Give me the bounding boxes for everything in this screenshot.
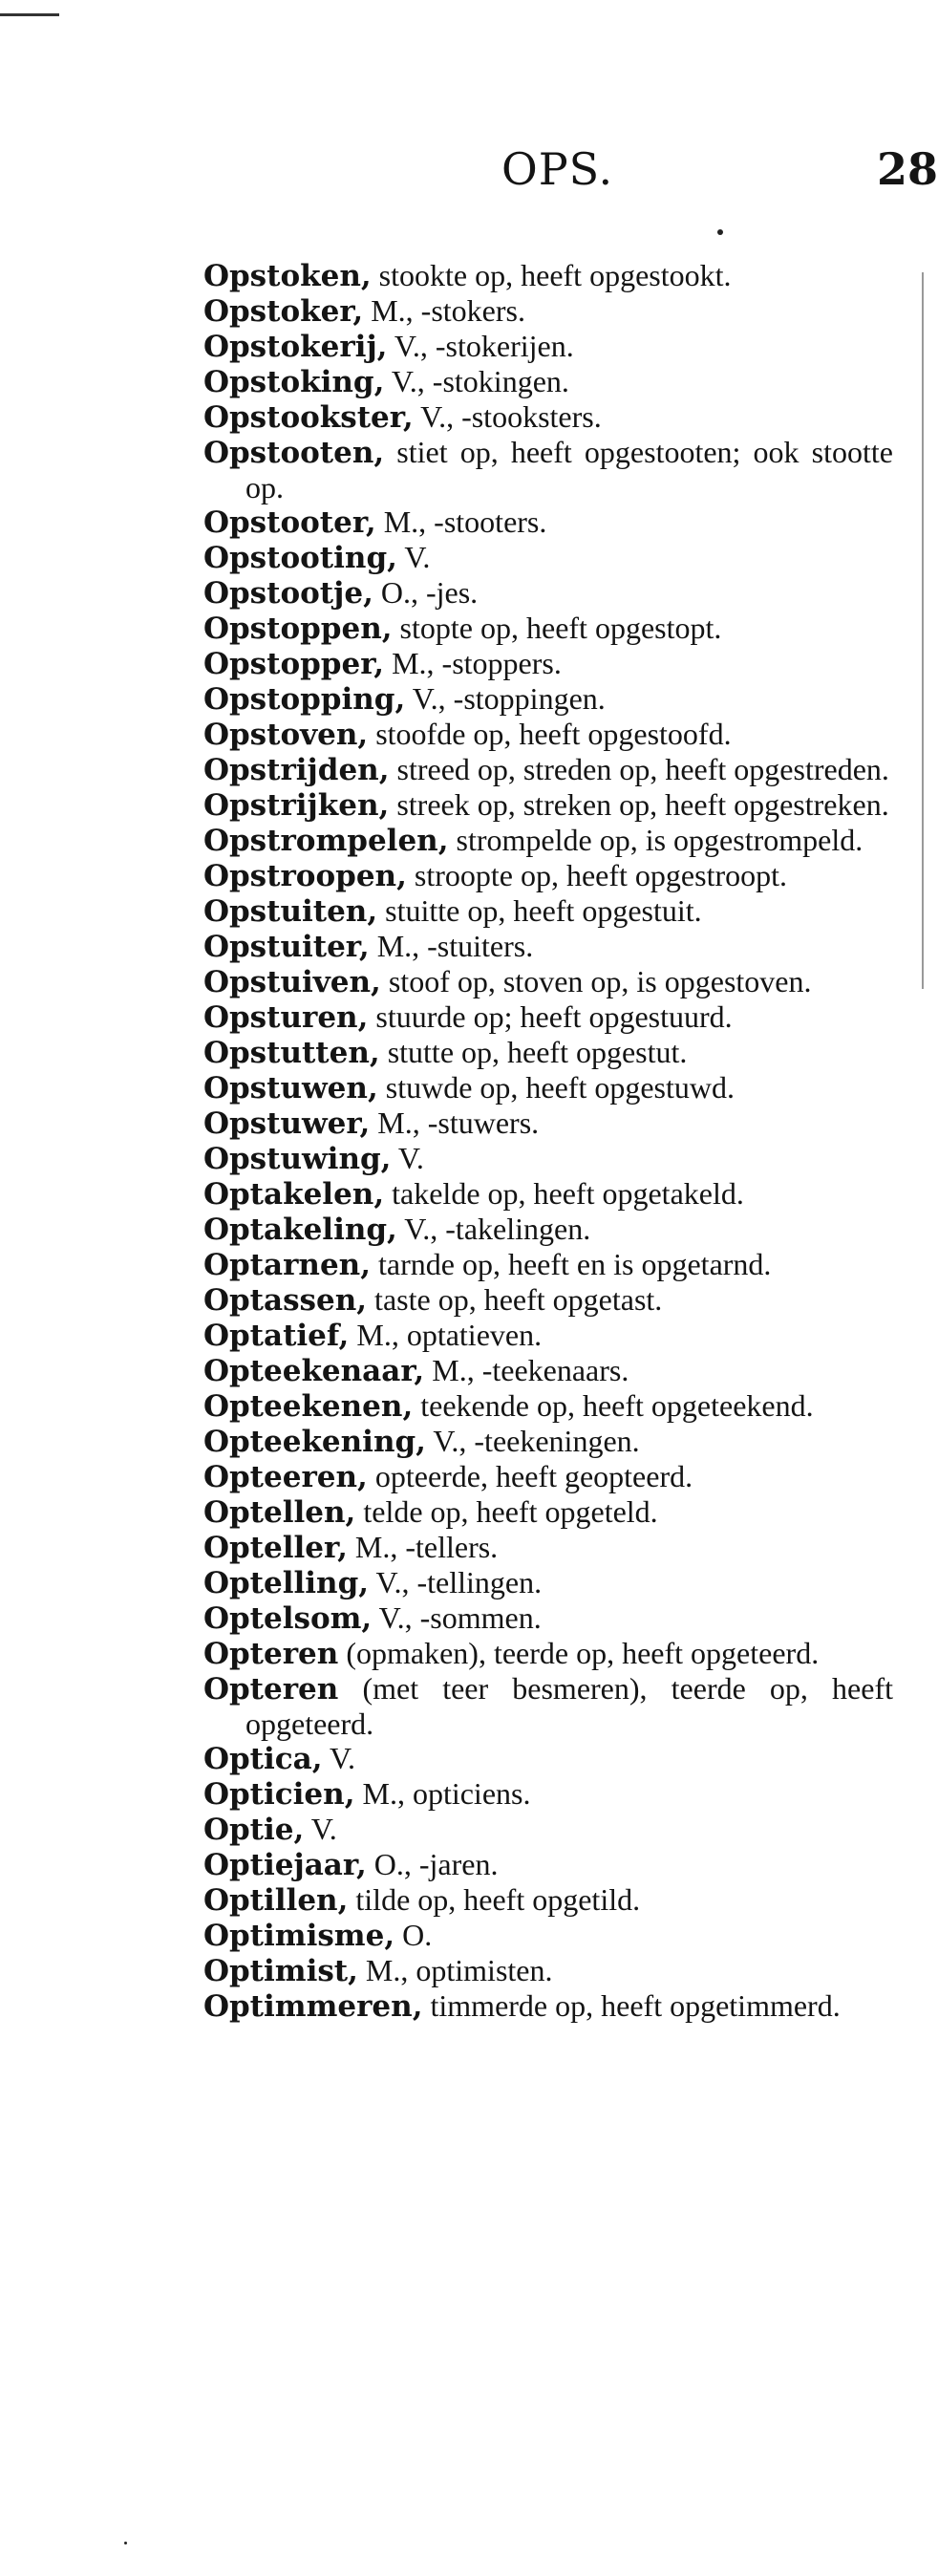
dictionary-entry (203, 611, 893, 646)
entry-definition: M., -stuwers. (370, 1106, 540, 1140)
entry-definition: timmerde op, heeft opgetimmerd. (422, 1988, 841, 2023)
entry-definition: M., -stokers. (363, 293, 525, 328)
dictionary-entry (203, 1812, 893, 1847)
dictionary-entry (203, 1070, 893, 1106)
dictionary-entry (203, 823, 893, 858)
entry-definition: (met teer besmeren), teerde op, heeft opgeteerd. (245, 1671, 893, 1741)
entry-headword: Optimmeren, (203, 1989, 423, 2024)
dictionary-entry (203, 293, 893, 329)
entry-definition: stuitte op, heeft opgestuit. (377, 893, 702, 928)
entry-definition: M., -stuiters. (369, 929, 534, 963)
dictionary-entry (203, 399, 893, 435)
dictionary-entry (203, 1106, 893, 1141)
running-head: OPS. (501, 143, 614, 195)
entry-headword: Optica, (203, 1742, 323, 1776)
entry-definition: M., -stooters. (375, 504, 547, 539)
dictionary-entry (203, 646, 893, 681)
dictionary-entry (203, 752, 893, 787)
entry-definition: V. (396, 540, 431, 574)
dictionary-entry (203, 717, 893, 752)
dictionary-entry (203, 929, 893, 964)
entry-headword: Opstrompelen, (203, 824, 449, 858)
entry-definition: V. (304, 1812, 337, 1846)
entry-definition: V. (391, 1141, 424, 1175)
dictionary-entry (203, 1494, 893, 1530)
dictionary-entry (203, 1353, 893, 1388)
entry-headword: Opstoken, (203, 259, 372, 293)
dictionary-entry (203, 1318, 893, 1353)
entry-definition: stuwde op, heeft opgestuwd. (377, 1070, 735, 1105)
dictionary-entry (203, 1636, 893, 1671)
entry-headword: Optakelen, (203, 1177, 385, 1212)
dictionary-entry (203, 1212, 893, 1247)
entry-headword: Opstooten, (203, 436, 385, 470)
entry-definition: V., -tellingen. (369, 1565, 543, 1599)
dictionary-entry (203, 1035, 893, 1070)
entry-headword: Optie, (203, 1813, 305, 1847)
entry-definition: streek op, streken op, heeft opgestreken. (389, 787, 889, 822)
entry-headword: Opstootje, (203, 576, 373, 611)
dictionary-entry (203, 1176, 893, 1212)
entry-definition: V., -stoppingen. (405, 681, 606, 716)
dictionary-entry (203, 575, 893, 611)
entry-headword: Opteren (203, 1672, 339, 1707)
entry-headword: Opstrijden, (203, 753, 390, 787)
dictionary-entry (203, 1882, 893, 1918)
entry-definition: opteerde, heeft geopteerd. (367, 1459, 693, 1493)
page-number: 28 (877, 143, 938, 195)
entry-definition: M., -stoppers. (384, 646, 562, 680)
entry-definition: stoofde op, heeft opgestoofd. (368, 717, 732, 751)
entry-definition: stopte op, heeft opgestopt. (392, 611, 722, 645)
entry-definition: V. (322, 1741, 355, 1775)
ink-speck (124, 2542, 127, 2544)
dictionary-entry (203, 504, 893, 540)
page-header (0, 143, 938, 201)
dictionary-entry (203, 1847, 893, 1882)
entry-headword: Optimisme, (203, 1919, 395, 1953)
dictionary-entry (203, 1741, 893, 1776)
entry-headword: Optassen, (203, 1283, 368, 1318)
entry-headword: Opteekening, (203, 1425, 426, 1459)
entry-headword: Opstoker, (203, 294, 364, 329)
entry-definition: takelde op, heeft opgetakeld. (384, 1176, 744, 1211)
entry-headword: Optiejaar, (203, 1848, 367, 1882)
dictionary-entry (203, 1388, 893, 1424)
entry-headword: Opstooting, (203, 541, 397, 575)
entry-headword: Opstuiter, (203, 930, 370, 964)
entry-headword: Opstooter, (203, 505, 376, 540)
dictionary-entry (203, 364, 893, 399)
entry-definition: stoof op, stoven op, is opgestoven. (380, 964, 812, 998)
entry-headword: Opstoven, (203, 718, 369, 752)
entry-headword: Opteller, (203, 1531, 348, 1565)
dictionary-entry (203, 1141, 893, 1176)
page-edge-mark (0, 13, 59, 16)
entry-definition: V., -sommen. (372, 1600, 542, 1635)
entry-headword: Opstuwen, (203, 1071, 378, 1106)
entry-definition: M., opticiens. (354, 1776, 531, 1811)
entry-headword: Opstuiten, (203, 894, 378, 929)
ink-speck (717, 229, 723, 235)
entry-headword: Opteeren, (203, 1460, 368, 1494)
entry-definition: tarnde op, heeft en is opgetarnd. (371, 1247, 772, 1281)
entry-definition: V., -teekeningen. (425, 1424, 640, 1458)
dictionary-entry (203, 1565, 893, 1600)
entry-headword: Opstutten, (203, 1036, 380, 1070)
entry-headword: Optarnen, (203, 1248, 372, 1282)
entry-definition: M., -teekenaars. (424, 1353, 629, 1387)
entry-headword: Opstoppen, (203, 612, 393, 646)
entry-definition: telde op, heeft opgeteld. (355, 1494, 658, 1529)
entry-definition: O., -jaren. (366, 1847, 499, 1881)
entry-definition: (opmaken), teerde op, heeft opgeteerd. (338, 1636, 820, 1670)
entry-headword: Optellen, (203, 1495, 356, 1530)
entry-headword: Opstopping, (203, 682, 406, 717)
dictionary-entry (203, 540, 893, 575)
entry-headword: Optatief, (203, 1319, 350, 1353)
entry-definition: stiet op, heeft opgestooten; ook stootte op. (245, 435, 893, 504)
dictionary-entry (203, 893, 893, 929)
entry-headword: Optimist, (203, 1954, 358, 1988)
entry-definition: tilde op, heeft opgetild. (348, 1882, 641, 1917)
dictionary-entry (203, 1247, 893, 1282)
entry-headword: Optakeling, (203, 1213, 397, 1247)
dictionary-entry (203, 1282, 893, 1318)
entry-headword: Optelling, (203, 1566, 370, 1600)
entry-definition: V., -stooksters. (413, 399, 602, 434)
entry-definition: O., -jes. (373, 575, 479, 610)
entry-definition: stroopte op, heeft opgestroopt. (406, 858, 788, 892)
entry-definition: V., -takelingen. (396, 1212, 591, 1246)
dictionary-entry (203, 1424, 893, 1459)
entry-headword: Opteekenen, (203, 1389, 414, 1424)
entry-definition: streed op, streden op, heeft opgestreden. (389, 752, 889, 786)
entry-headword: Opstoking, (203, 365, 385, 399)
entry-definition: M., optimisten. (357, 1953, 553, 1987)
entry-definition: O. (394, 1918, 433, 1952)
dictionary-entry (203, 1459, 893, 1494)
dictionary-entry (203, 1600, 893, 1636)
dictionary-entry (203, 1776, 893, 1812)
entry-headword: Opstuwer, (203, 1106, 371, 1141)
entry-definition: V., -stokingen. (384, 364, 569, 398)
dictionary-entry (203, 787, 893, 823)
entry-definition: M., optatieven. (349, 1318, 543, 1352)
entry-headword: Opstuwing, (203, 1142, 392, 1176)
dictionary-entry (203, 258, 893, 293)
entry-definition: M., -tellers. (347, 1530, 499, 1564)
column-rule (922, 272, 924, 989)
dictionary-entry (203, 999, 893, 1035)
dictionary-entry (203, 858, 893, 893)
entry-headword: Opstookster, (203, 400, 414, 435)
dictionary-entry (203, 329, 893, 364)
entry-definition: stutte op, heeft opgestut. (379, 1035, 688, 1069)
entry-headword: Opticien, (203, 1777, 355, 1812)
entry-headword: Opteren (203, 1637, 339, 1671)
dictionary-entry (203, 964, 893, 999)
dictionary-entry (203, 1671, 893, 1741)
entry-definition: strompelde op, is opgestrompeld. (448, 823, 863, 857)
entry-headword: Optillen, (203, 1883, 349, 1918)
dictionary-entry (203, 1530, 893, 1565)
dictionary-entry (203, 1953, 893, 1988)
entry-definition: stuurde op; heeft opgestuurd. (368, 999, 733, 1034)
entry-definition: V., -stokerijen. (387, 329, 574, 363)
entry-definition: taste op, heeft opgetast. (367, 1282, 663, 1317)
entry-definition: stookte op, heeft opgestookt. (371, 258, 732, 292)
dictionary-entry (203, 1918, 893, 1953)
entry-headword: Opteekenaar, (203, 1354, 425, 1388)
entry-headword: Opstroopen, (203, 859, 407, 893)
dictionary-entry (203, 435, 893, 504)
entry-headword: Opstokerij, (203, 330, 388, 364)
entry-headword: Opstrijken, (203, 788, 390, 823)
entry-headword: Optelsom, (203, 1601, 373, 1636)
dictionary-entries (203, 258, 893, 2024)
entry-definition: teekende op, heeft opgeteekend. (413, 1388, 814, 1423)
entry-headword: Opstopper, (203, 647, 385, 681)
dictionary-entry (203, 681, 893, 717)
entry-headword: Opstuiven, (203, 965, 381, 999)
dictionary-entry (203, 1988, 893, 2024)
entry-headword: Opsturen, (203, 1000, 369, 1035)
